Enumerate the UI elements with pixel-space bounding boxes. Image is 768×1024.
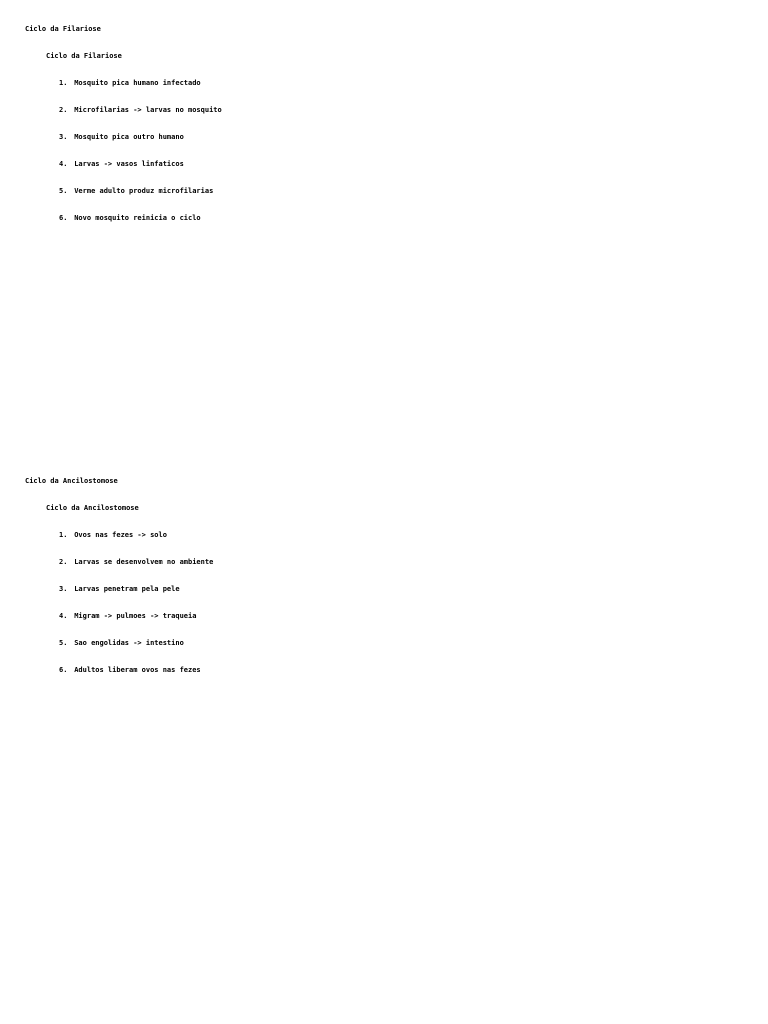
step-text: Migram -> pulmoes -> traqueia bbox=[74, 612, 197, 620]
subsection-title: Ciclo da Ancilostomose bbox=[46, 504, 139, 512]
step-number: 5. bbox=[59, 187, 68, 195]
steps-list bbox=[59, 529, 725, 676]
step-number: 3. bbox=[59, 585, 68, 593]
list-item bbox=[59, 583, 725, 595]
list-item bbox=[59, 77, 725, 89]
step-number: 3. bbox=[59, 133, 68, 141]
step-text: Novo mosquito reinicia o ciclo bbox=[74, 214, 201, 222]
list-item bbox=[59, 212, 725, 224]
step-text: Ovos nas fezes -> solo bbox=[74, 531, 167, 539]
step-text: Adultos liberam ovos nas fezes bbox=[74, 666, 201, 674]
list-item bbox=[59, 664, 725, 676]
step-text: Larvas se desenvolvem no ambiente bbox=[74, 558, 214, 566]
step-text: Microfilarias -> larvas no mosquito bbox=[74, 106, 222, 114]
subsection-title: Ciclo da Filariose bbox=[46, 52, 122, 60]
section-title: Ciclo da Ancilostomose bbox=[25, 477, 118, 485]
step-text: Larvas penetram pela pele bbox=[74, 585, 180, 593]
step-text: Verme adulto produz microfilarias bbox=[74, 187, 214, 195]
step-text: Mosquito pica humano infectado bbox=[74, 79, 201, 87]
step-number: 6. bbox=[59, 666, 68, 674]
step-number: 6. bbox=[59, 214, 68, 222]
step-text: Larvas -> vasos linfaticos bbox=[74, 160, 184, 168]
list-item bbox=[59, 610, 725, 622]
list-item bbox=[59, 185, 725, 197]
step-number: 1. bbox=[59, 79, 68, 87]
step-number: 4. bbox=[59, 160, 68, 168]
step-number: 1. bbox=[59, 531, 68, 539]
list-item bbox=[59, 637, 725, 649]
section-ancilostomose bbox=[25, 475, 725, 676]
list-item bbox=[59, 556, 725, 568]
section-title: Ciclo da Filariose bbox=[25, 25, 101, 33]
list-item bbox=[59, 158, 725, 170]
step-number: 4. bbox=[59, 612, 68, 620]
steps-list bbox=[59, 77, 725, 224]
step-text: Sao engolidas -> intestino bbox=[74, 639, 184, 647]
step-text: Mosquito pica outro humano bbox=[74, 133, 184, 141]
step-number: 5. bbox=[59, 639, 68, 647]
section-filariose bbox=[25, 23, 725, 224]
list-item bbox=[59, 104, 725, 116]
list-item bbox=[59, 131, 725, 143]
step-number: 2. bbox=[59, 106, 68, 114]
list-item bbox=[59, 529, 725, 541]
step-number: 2. bbox=[59, 558, 68, 566]
